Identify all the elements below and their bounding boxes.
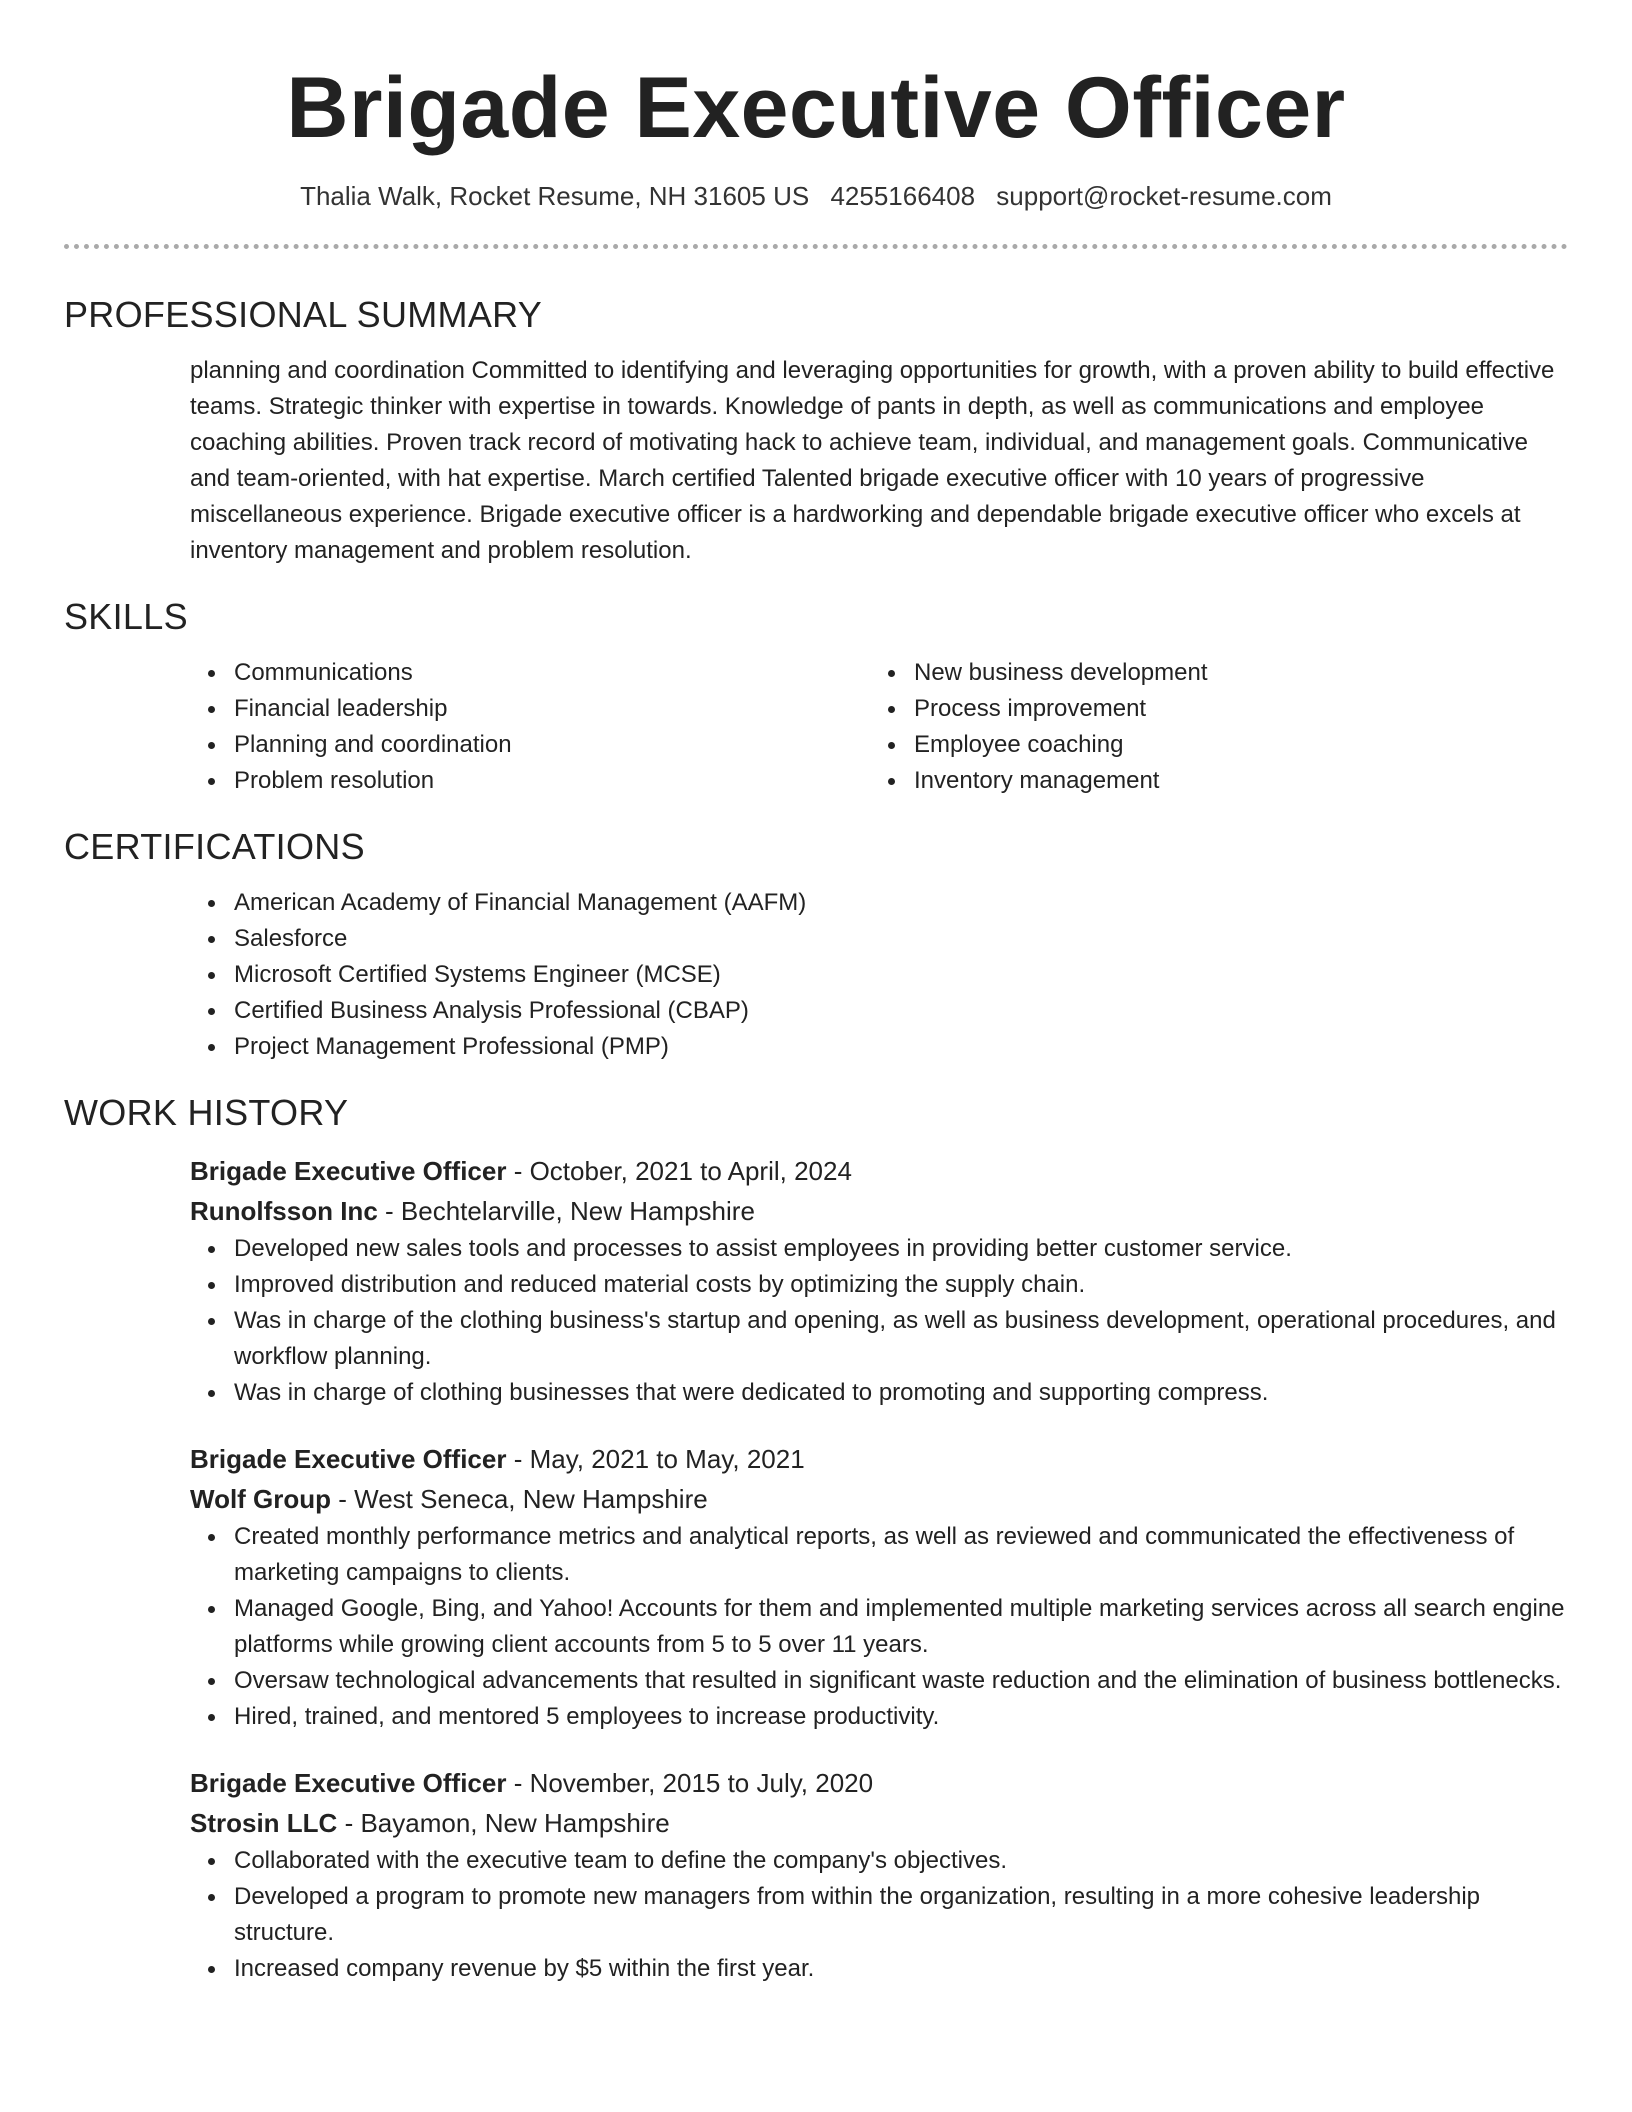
contact-address: Thalia Walk, Rocket Resume, NH 31605 US xyxy=(300,181,810,211)
certification-item: American Academy of Financial Management (AAFM) xyxy=(234,885,1568,921)
summary-section xyxy=(190,353,1568,569)
job-company: Runolfsson Inc xyxy=(190,1196,378,1226)
skill-item: Problem resolution xyxy=(234,763,870,799)
job-company-line xyxy=(190,1191,1568,1231)
job-bullet: Was in charge of the clothing business's startup and opening, as well as business development, operational procedures, and workflow planning. xyxy=(234,1303,1568,1375)
certification-item: Certified Business Analysis Professional (CBAP) xyxy=(234,993,1568,1029)
job-dates: - November, 2015 to July, 2020 xyxy=(506,1768,874,1798)
job-title: Brigade Executive Officer xyxy=(190,1156,507,1186)
resume-page xyxy=(64,0,1568,1987)
skill-item: Process improvement xyxy=(914,691,1550,727)
resume-title: Brigade Executive Officer xyxy=(286,60,1346,156)
certification-item: Project Management Professional (PMP) xyxy=(234,1029,1568,1065)
job-bullet: Developed a program to promote new managers from within the organization, resulting in a more cohesive leadership structure. xyxy=(234,1879,1568,1951)
job-bullet: Oversaw technological advancements that resulted in significant waste reduction and the elimination of business bottlenecks. xyxy=(234,1663,1568,1699)
skills-heading: SKILLS xyxy=(64,596,188,637)
skill-item: Communications xyxy=(234,655,870,691)
skill-item: Planning and coordination xyxy=(234,727,870,763)
job-title: Brigade Executive Officer xyxy=(190,1444,507,1474)
skills-column-left xyxy=(190,655,870,799)
job-entry xyxy=(190,1151,1568,1411)
contact-email: support@rocket-resume.com xyxy=(996,181,1332,211)
skill-item: Financial leadership xyxy=(234,691,870,727)
skills-column-right xyxy=(870,655,1550,799)
skill-item: Employee coaching xyxy=(914,727,1550,763)
job-dates: - October, 2021 to April, 2024 xyxy=(506,1156,852,1186)
job-title-line xyxy=(190,1151,1568,1191)
job-company: Wolf Group xyxy=(190,1484,332,1514)
job-title: Brigade Executive Officer xyxy=(190,1768,507,1798)
job-title-line xyxy=(190,1763,1568,1803)
header-divider xyxy=(64,244,1568,249)
contact-phone: 4255166408 xyxy=(830,181,976,211)
work-history-heading: WORK HISTORY xyxy=(64,1092,349,1133)
job-title-line xyxy=(190,1439,1568,1479)
job-entry xyxy=(190,1439,1568,1735)
job-location: - Bayamon, New Hampshire xyxy=(337,1808,670,1838)
summary-heading: PROFESSIONAL SUMMARY xyxy=(64,294,543,335)
contact-line xyxy=(64,178,1568,214)
skills-section xyxy=(190,655,1568,799)
job-location: - West Seneca, New Hampshire xyxy=(331,1484,708,1514)
job-bullet: Created monthly performance metrics and analytical reports, as well as reviewed and communicated the effectiveness of marketing campaigns to clients. xyxy=(234,1519,1568,1591)
job-bullet: Improved distribution and reduced material costs by optimizing the supply chain. xyxy=(234,1267,1568,1303)
job-bullet: Developed new sales tools and processes to assist employees in providing better customer service. xyxy=(234,1231,1568,1267)
job-entry xyxy=(190,1763,1568,1987)
job-company-line xyxy=(190,1479,1568,1519)
skill-item: New business development xyxy=(914,655,1550,691)
job-bullet: Increased company revenue by $5 within the first year. xyxy=(234,1951,1568,1987)
skill-item: Inventory management xyxy=(914,763,1550,799)
job-bullets xyxy=(190,1843,1568,1987)
job-bullet: Hired, trained, and mentored 5 employees to increase productivity. xyxy=(234,1699,1568,1735)
job-dates: - May, 2021 to May, 2021 xyxy=(506,1444,805,1474)
certifications-heading: CERTIFICATIONS xyxy=(64,826,365,867)
job-company: Strosin LLC xyxy=(190,1808,338,1838)
job-bullets xyxy=(190,1231,1568,1411)
certification-item: Microsoft Certified Systems Engineer (MCSE) xyxy=(234,957,1568,993)
job-bullet: Collaborated with the executive team to define the company's objectives. xyxy=(234,1843,1568,1879)
job-company-line xyxy=(190,1803,1568,1843)
job-bullet: Was in charge of clothing businesses that were dedicated to promoting and supporting compress. xyxy=(234,1375,1568,1411)
job-location: - Bechtelarville, New Hampshire xyxy=(377,1196,755,1226)
job-bullets xyxy=(190,1519,1568,1735)
certifications-section xyxy=(190,885,1568,1065)
job-bullet: Managed Google, Bing, and Yahoo! Accounts for them and implemented multiple marketing services across all search engine platforms while growing client accounts from 5 to 5 over 11 years. xyxy=(234,1591,1568,1663)
summary-text: planning and coordination Committed to identifying and leveraging opportunities for growth, with a proven ability to build effective teams. Strategic thinker with expertise in towards. Knowledge of pants in depth, as well as communications and employee coaching abilities. Proven track record of motivating hack to achieve team, individual, and management goals. Communicative and team-oriented, with hat expertise. March certified Talented brigade executive officer with 10 years of progressive miscellaneous experience. Brigade executive officer is a hardworking and dependable brigade executive officer who excels at inventory management and problem resolution. xyxy=(190,357,1555,564)
certification-item: Salesforce xyxy=(234,921,1568,957)
